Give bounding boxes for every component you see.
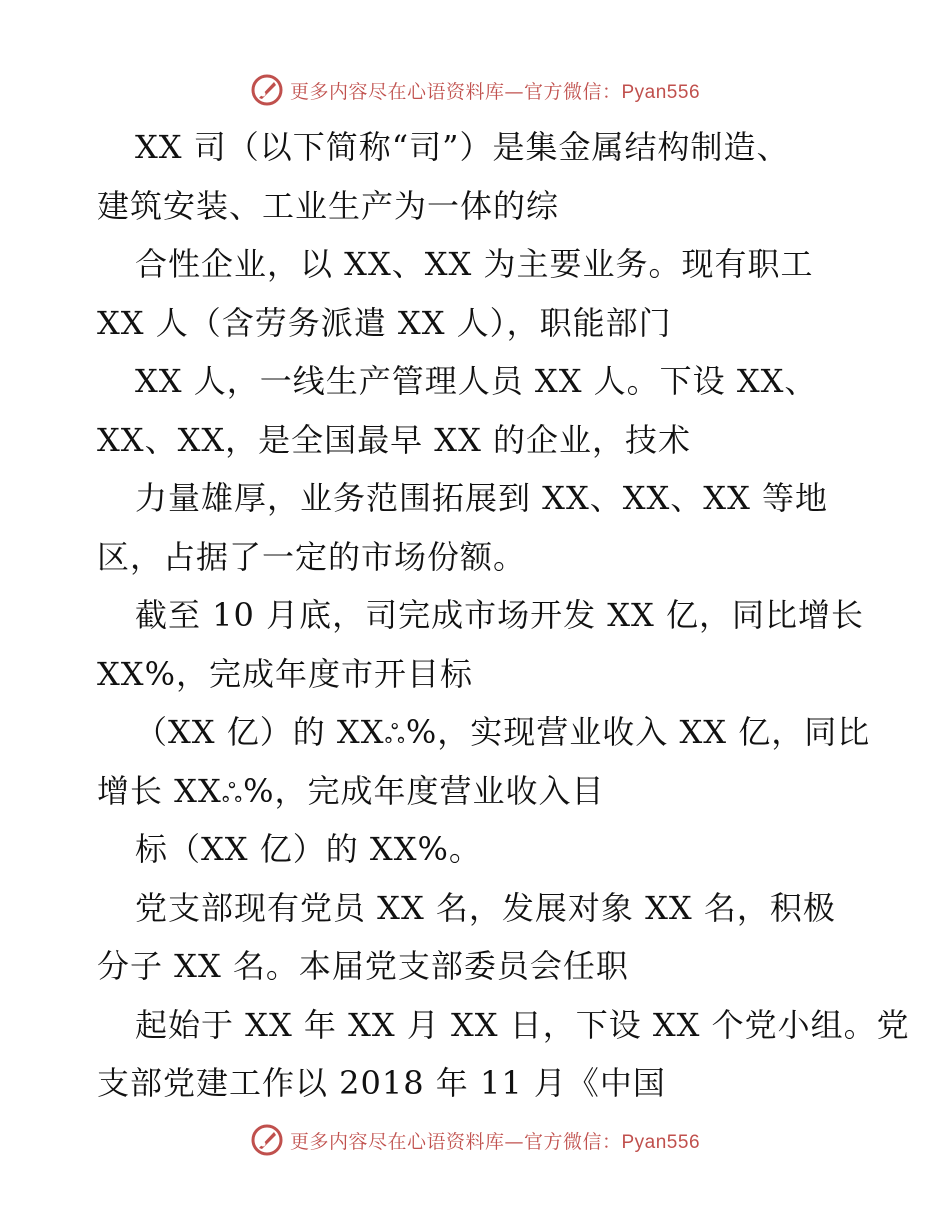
text-line: 截至 10 月底，司完成市场开发 XX 亿，同比增长 xyxy=(135,596,864,634)
header-banner-text xyxy=(290,77,700,104)
text-segment: %，完成年度营业收入目 xyxy=(243,771,605,810)
header-banner-label: 更多内容尽在心语资料库—官方微信： xyxy=(289,80,622,103)
decorative-glyph-icon: ஃ xyxy=(384,720,406,750)
decorative-glyph-icon: ஃ xyxy=(221,778,244,809)
footer-banner-brand: Pyan556 xyxy=(621,1131,701,1153)
footer-banner-text xyxy=(290,1127,700,1154)
text-segment: （XX 亿）的 XX xyxy=(135,713,385,751)
text-segment: 增长 XX xyxy=(97,771,222,810)
text-line: XX、XX，是全国最早 XX 的企业，技术 xyxy=(97,420,692,459)
text-line xyxy=(97,762,887,821)
footer-watermark-banner xyxy=(0,1120,950,1160)
text-line: XX 司（以下简称“司”）是集金属结构制造、 xyxy=(135,128,790,166)
text-line: XX 人，一线生产管理人员 XX 人。下设 XX、 xyxy=(135,362,818,400)
text-line: 起始于 XX 年 XX 月 XX 日，下设 XX 个党小组。党 xyxy=(135,1005,910,1044)
footer-banner-label: 更多内容尽在心语资料库—官方微信： xyxy=(289,1130,622,1153)
text-line: 标（XX 亿）的 XX%。 xyxy=(135,830,482,868)
header-banner-brand: Pyan556 xyxy=(621,81,701,103)
text-line xyxy=(97,703,887,762)
text-line: 分子 XX 名。本届党支部委员会任职 xyxy=(97,947,629,985)
text-line: 合性企业，以 XX、XX 为主要业务。现有职工 xyxy=(135,245,814,283)
text-line: XX%，完成年度市开目标 xyxy=(97,654,473,693)
text-line: 支部党建工作以 2018 年 11 月《中国 xyxy=(97,1064,666,1102)
text-line: 党支部现有党员 XX 名，发展对象 XX 名，积极 xyxy=(135,888,836,927)
text-line: 力量雄厚，业务范围拓展到 XX、XX、XX 等地 xyxy=(135,479,829,517)
text-line: 区，占据了一定的市场份额。 xyxy=(97,537,527,576)
header-watermark-banner xyxy=(0,70,950,110)
text-segment: %，实现营业收入 XX 亿，同比 xyxy=(405,713,871,751)
text-line: 建筑安装、工业生产为一体的综 xyxy=(97,186,560,225)
text-line: XX 人（含劳务派遣 XX 人），职能部门 xyxy=(97,303,672,342)
quill-logo-icon xyxy=(250,1123,284,1157)
quill-logo-icon xyxy=(250,73,284,107)
document-body xyxy=(97,118,910,1113)
